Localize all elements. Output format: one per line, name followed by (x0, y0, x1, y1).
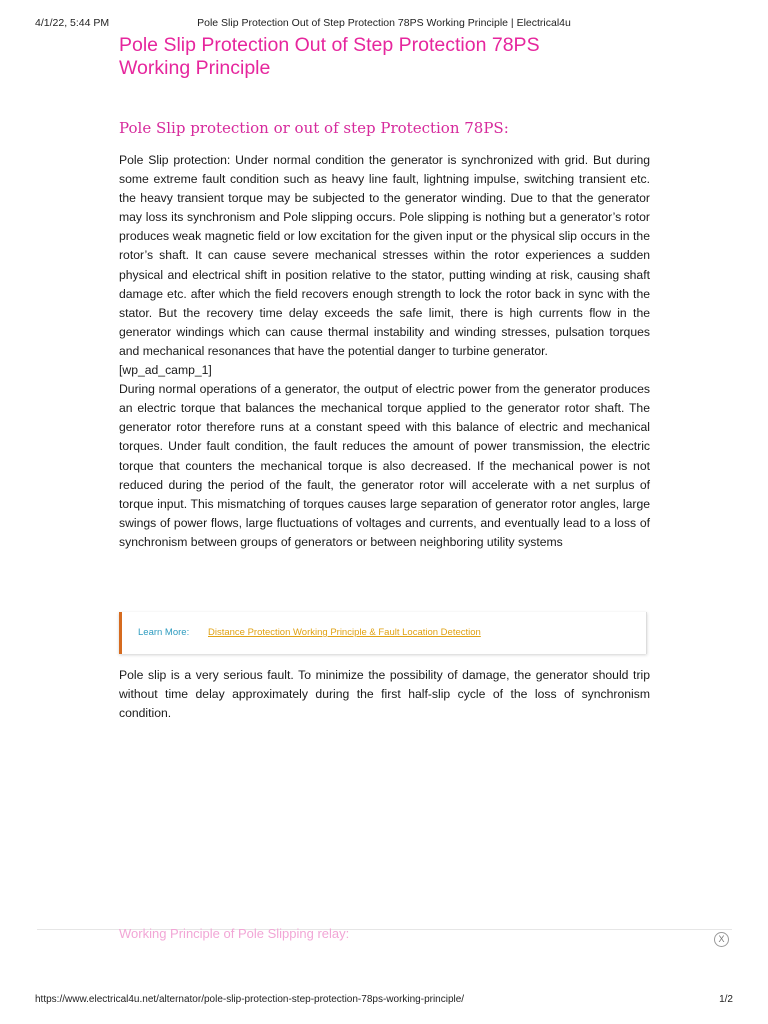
print-page-number: 1/2 (719, 994, 733, 1005)
learn-more-callout (119, 612, 647, 654)
faded-section-heading: Working Principle of Pole Slipping relay: (119, 926, 350, 941)
learn-more-label: Learn More: (138, 627, 190, 638)
learn-more-link[interactable]: Distance Protection Working Principle & Fault Location Detection (208, 627, 481, 638)
print-url: https://www.electrical4u.net/alternator/pole-slip-protection-step-protection-78ps-working-principle/ (35, 994, 465, 1005)
close-icon[interactable]: X (714, 932, 729, 947)
page-title (119, 34, 650, 80)
article-content (119, 34, 650, 721)
page-title-line2: Working Principle (119, 57, 271, 79)
article-body (119, 151, 650, 552)
paragraph-serious-fault: Pole slip is a very serious fault. To minimize the possibility of damage, the generator should trip without time delay approximately during the first half-slip cycle of the loss of synchronism condition. (119, 668, 650, 721)
print-doc-title: Pole Slip Protection Out of Step Protection 78PS Working Principle | Electrical4u (197, 17, 571, 29)
paragraph-pole-slip-intro: Pole Slip protection: Under normal condition the generator is synchronized with grid. But during some extreme fault condition such as heavy line fault, lightning impulse, switching transient etc. the heavy transient torque may be subjected to the generator winding. Due to that the generator may loss its synchronism and Pole slipping occurs. Pole slipping is nothing but a generator’s rotor produces weak magnetic field or low excitation for the given input or the physical slip occurs in the rotor’s shaft. It can cause severe mechanical stresses within the rotor experiences a sudden physical and electrical shift in position relative to the stator, putting winding at risk, causing shaft damage etc. after which the field recovers enough strength to lock the rotor back in sync with the stator. But the recovery time delay exceeds the safe limit, there is high currents flow in the generator windings which can cause thermal instability and winding stresses, pulsation torques and mechanical resonances that have the potential danger to turbine generator. (119, 153, 650, 358)
print-datetime: 4/1/22, 5:44 PM (35, 17, 110, 29)
paragraph-normal-operation: During normal operations of a generator, the output of electric power from the generator produces an electric torque that balances the mechanical torque applied to the generator rotor shaft. The generator rotor therefore runs at a constant speed with this balance of electric and mechanical torques. Under fault condition, the fault reduces the amount of power transmission, the electric torque that counters the mechanical torque is also decreased. If the mechanical power is not reduced during the period of the fault, the generator rotor will accelerate with a net surplus of torque input. This mismatching of torques causes large separation of generator rotor angles, large swings of power flows, large fluctuations of voltages and currents, and eventually lead to a loss of synchronism between groups of generators or between neighboring utility systems (119, 382, 650, 549)
page-title-line1: Pole Slip Protection Out of Step Protection 78PS (119, 34, 540, 56)
print-header (35, 17, 733, 31)
section-heading: Pole Slip protection or out of step Protection 78PS: (119, 119, 509, 137)
ad-shortcode: [wp_ad_camp_1] (119, 363, 212, 378)
